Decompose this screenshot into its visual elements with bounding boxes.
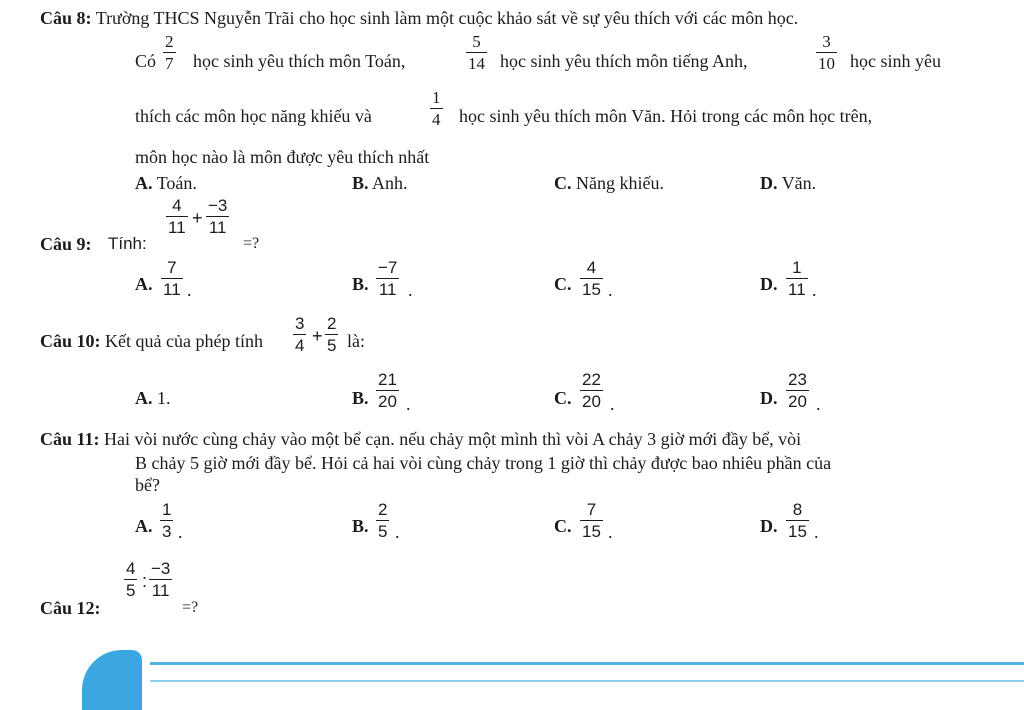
fraction-denominator: 11 [163,280,181,299]
q10-option-b-end: . [406,394,411,414]
fraction-numerator: 4 [172,196,182,215]
fraction-numerator: −7 [378,258,398,277]
question-10-label: Câu 10: [40,331,101,351]
q8-line-4: môn học nào là môn được yêu thích nhất [135,147,430,167]
q11-line-3: bể? [135,475,160,495]
q11-line-2: B chảy 5 giờ mới đầy bể. Hỏi cả hai vòi cùng chảy trong 1 giờ thì chảy được bao nhiêu phần của [135,453,832,473]
q10-option-c-end: . [610,394,615,414]
question-8-text: Trường THCS Nguyễn Trãi cho học sinh làm một cuộc khảo sát về sự yêu thích với các môn học. [95,8,799,28]
q9-fraction-1 [166,196,188,237]
fraction-denominator: 15 [788,522,807,541]
q8-option-a [135,172,197,194]
q8-option-c [554,172,664,194]
q9-fraction-2 [206,196,229,237]
q10-option-d-end: . [816,394,821,414]
q11-option-a-key: A. [135,516,153,536]
footer-divider-secondary [150,680,1024,682]
q10-option-d-key: D. [760,388,778,408]
q8-text-nang-khieu: học sinh yêu [850,51,941,71]
q9-tail: =? [243,235,260,252]
q8-text-co: Có [135,51,157,71]
q9-operator: + [192,208,203,228]
option-text: Anh. [372,173,408,193]
fraction-numerator: 1 [432,88,441,107]
fraction-bar [166,216,188,217]
option-key: C. [554,173,572,193]
fraction-numerator: 4 [586,258,597,277]
footer-decoration [82,650,142,710]
question-11-label: Câu 11: [40,429,100,449]
q9-option-b-fraction [376,258,399,299]
q12-tail: =? [182,599,199,616]
fraction-denominator: 5 [327,336,337,355]
fraction-denominator: 3 [162,522,172,541]
fraction-bar [816,52,837,53]
q10-option-b-key: B. [352,388,369,408]
fraction-bar [376,390,399,391]
q9-option-c-fraction [580,258,603,299]
q11-option-d-key: D. [760,516,778,536]
fraction-denominator: 14 [468,54,485,73]
q11-option-d-fraction [786,500,809,541]
q8-line-3a: thích các môn học năng khiếu và [135,106,372,126]
fraction-denominator: 20 [788,392,807,411]
fraction-denominator: 5 [378,522,388,541]
question-8-label: Câu 8: [40,8,92,28]
q11-option-c-key: C. [554,516,572,536]
fraction-numerator: 2 [378,500,388,519]
question-11-line-1 [40,428,801,450]
q8-text-anh: học sinh yêu thích môn tiếng Anh, [500,51,748,71]
fraction-bar [786,278,808,279]
fraction-numerator: 1 [162,500,172,519]
fraction-denominator: 11 [168,218,186,237]
question-9-label: Câu 9: [40,234,92,254]
fraction-denominator: 5 [126,581,136,600]
q12-operator: : [142,571,148,591]
fraction-numerator: 1 [792,258,802,277]
option-text: Toán. [156,173,197,193]
fraction-bar [430,108,443,109]
q9-option-b-key: B. [352,274,369,294]
q10-operator: + [312,326,323,346]
q9-option-d-end: . [812,280,817,300]
option-text: Văn. [781,173,817,193]
fraction-denominator: 11 [151,581,170,600]
fraction-bar [580,520,603,521]
fraction-bar [786,390,809,391]
fraction-bar [124,579,137,580]
q9-option-c-key: C. [554,274,572,294]
fraction-bar [293,334,306,335]
q8-option-b [352,172,408,194]
fraction-numerator: 4 [126,559,136,578]
fraction-denominator: 20 [378,392,397,411]
fraction-denominator: 7 [165,54,174,73]
q9-prefix: Tính: [108,234,147,253]
fraction-numerator: 3 [295,314,305,333]
q9-option-a-fraction [161,258,183,299]
fraction-denominator: 15 [582,522,601,541]
fraction-bar [325,334,338,335]
option-key: D. [760,173,778,193]
fraction-numerator: 3 [822,32,831,51]
option-key: A. [135,173,153,193]
q11-option-c-fraction [580,500,603,541]
q10-option-c-key: C. [554,388,572,408]
q9-option-d-key: D. [760,274,778,294]
q8-fraction-nang-khieu [816,32,837,73]
option-text: Năng khiếu. [576,173,664,193]
q10-fraction-1 [293,314,306,355]
q10-fraction-2 [325,314,338,355]
fraction-numerator: 8 [792,500,803,519]
footer-divider [150,662,1024,665]
q9-option-a-key: A. [135,274,153,294]
q10-option-b-fraction [376,370,399,411]
fraction-bar [580,390,603,391]
fraction-numerator: 7 [586,500,597,519]
fraction-numerator: 2 [327,314,337,333]
question-12-label: Câu 12: [40,598,101,618]
fraction-bar [149,579,172,580]
q11-option-b-key: B. [352,516,369,536]
q11-option-d-end: . [814,522,819,542]
q11-option-b-end: . [395,522,400,542]
fraction-denominator: 11 [378,280,397,299]
q12-fraction-1 [124,559,137,600]
fraction-numerator: 22 [582,370,601,389]
q11-option-a-end: . [178,522,183,542]
fraction-denominator: 4 [295,336,305,355]
q11-option-a-fraction [160,500,173,541]
fraction-bar [376,520,389,521]
fraction-denominator: 11 [788,280,806,299]
q8-option-d [760,172,816,194]
option-key: B. [352,173,369,193]
fraction-numerator: −3 [208,196,228,215]
q10-option-d-fraction [786,370,809,411]
fraction-bar [786,520,809,521]
fraction-bar [163,52,176,53]
option-key: A. [135,388,153,408]
q8-fraction-anh [466,32,487,73]
q9-option-b-end: . [408,280,413,300]
q8-text-toan: học sinh yêu thích môn Toán, [193,51,406,71]
fraction-numerator: 7 [167,258,177,277]
q10-tail: là: [347,331,365,351]
q10-option-a [135,387,171,409]
question-8-line-1 [40,7,798,29]
fraction-denominator: 11 [208,218,227,237]
option-text: 1. [157,388,171,408]
fraction-numerator: 23 [788,370,807,389]
q8-line-3b: học sinh yêu thích môn Văn. Hỏi trong các môn học trên, [459,106,873,126]
q8-fraction-toan [163,32,176,73]
q11-option-c-end: . [608,522,613,542]
q11-text-1: Hai vòi nước cùng chảy vào một bể cạn. nếu chảy một mình thì vòi A chảy 3 giờ mới đầy bể, vòi [104,429,802,449]
fraction-denominator: 10 [818,54,835,73]
fraction-bar [161,278,183,279]
q10-option-c-fraction [580,370,603,411]
q10-prefix: Kết quả của phép tính [105,331,263,351]
fraction-bar [580,278,603,279]
fraction-numerator: 2 [165,32,174,51]
question-10-prompt [40,330,263,352]
fraction-denominator: 20 [582,392,601,411]
fraction-bar [466,52,487,53]
q12-fraction-2 [149,559,172,600]
fraction-numerator: −3 [151,559,171,578]
fraction-bar [160,520,173,521]
fraction-denominator: 15 [582,280,601,299]
q8-fraction-van [430,88,443,129]
fraction-numerator: 21 [378,370,397,389]
fraction-bar [376,278,399,279]
q9-option-c-end: . [608,280,613,300]
fraction-denominator: 4 [432,110,441,129]
q11-option-b-fraction [376,500,389,541]
q9-option-d-fraction [786,258,808,299]
fraction-numerator: 5 [472,32,481,51]
q9-option-a-end: . [187,280,192,300]
fraction-bar [206,216,229,217]
